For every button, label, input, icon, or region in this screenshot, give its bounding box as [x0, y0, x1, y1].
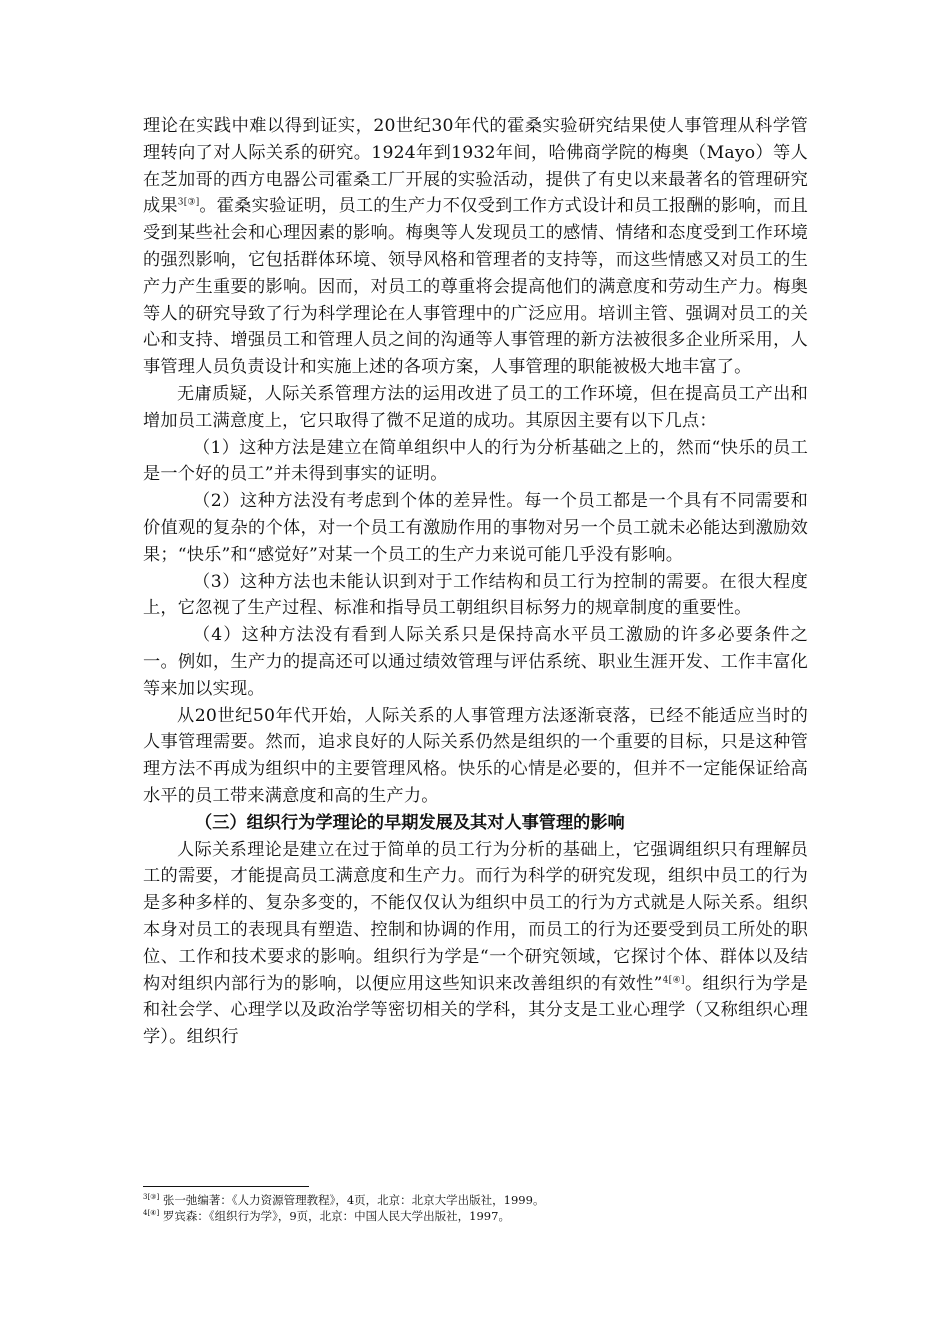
paragraph-hawthorne	[143, 113, 808, 381]
footnotes	[143, 1192, 808, 1224]
body-text	[143, 113, 808, 1051]
footnote-mark: 3[③]	[143, 1193, 160, 1202]
footnote-separator	[143, 1186, 309, 1187]
paragraph-org-behavior	[143, 837, 808, 1051]
list-item-2: （2）这种方法没有考虑到个体的差异性。每一个员工都是一个具有不同需要和价值观的复杂的个体，对一个员工有激励作用的事物对另一个员工就未必能达到激励效果；“快乐”和“感觉好”对某一个员工的生产力来说可能几乎没有影响。	[143, 491, 808, 565]
footnote-mark: 4[④]	[143, 1209, 160, 1218]
list-item-1: （1）这种方法是建立在简单组织中人的行为分析基础之上的，然而“快乐的员工是一个好的员工”并未得到事实的证明。	[143, 437, 808, 485]
footnote-text: 张一弛编著：《人力资源管理教程》，4页，北京：北京大学出版社，1999。	[162, 1193, 545, 1207]
footnote-ref-4[interactable]: 4[④]	[662, 974, 685, 985]
paragraph-limitations-intro: 无庸质疑，人际关系管理方法的运用改进了员工的工作环境，但在提高员工产出和增加员工满意度上，它只取得了微不足道的成功。其原因主要有以下几点：	[143, 383, 808, 431]
footnote-4	[143, 1208, 808, 1224]
footnote-text: 罗宾森：《组织行为学》，9页，北京：中国人民大学出版社，1997。	[162, 1209, 510, 1223]
paragraph-text-tail: 。组织行为学是和社会学、心理学以及政治学等密切相关的学科，其分支是工业心理学（又称组织心理学）。组织行	[143, 973, 808, 1048]
paragraph-text: 人际关系理论是建立在过于简单的员工行为分析的基础上，它强调组织只有理解员工的需要，才能提高员工满意度和生产力。而行为科学的研究发现，组织中员工的行为是多种多样的、复杂多变的，不能仅仅认为组织中员工的行为方式就是人际关系。组织本身对员工的表现具有塑造、控制和协调的作用，而员工的行为还要受到员工所处的职位、工作和技术要求的影响。组织行为学是“一个研究领域，它探讨个体、群体以及结构对组织内部行为的影响，以便应用这些知识来改善组织的有效性”	[143, 839, 808, 994]
list-item-4: （4）这种方法没有看到人际关系只是保持高水平员工激励的许多必要条件之一。例如，生产力的提高还可以通过绩效管理与评估系统、职业生涯开发、工作丰富化等来加以实现。	[143, 625, 808, 699]
list-item-3: （3）这种方法也未能认识到对于工作结构和员工行为控制的需要。在很大程度上，它忽视了生产过程、标准和指导员工朝组织目标努力的规章制度的重要性。	[143, 571, 808, 619]
paragraph-text-tail: 。霍桑实验证明，员工的生产力不仅受到工作方式设计和员工报酬的影响，而且受到某些社会和心理因素的影响。梅奥等人发现员工的感情、情绪和态度受到工作环境的强烈影响，它包括群体环境、领导风格和管理者的支持等，而这些情感又对员工的生产力产生重要的影响。因而，对员工的尊重将会提高他们的满意度和劳动生产力。梅奥等人的研究导致了行为科学理论在人事管理中的广泛应用。培训主管、强调对员工的关心和支持、增强员工和管理人员之间的沟通等人事管理的新方法被很多企业所采用，人事管理人员负责设计和实施上述的各项方案，人事管理的职能被极大地丰富了。	[143, 196, 808, 378]
paragraph-decline: 从20世纪50年代开始，人际关系的人事管理方法逐渐衰落，已经不能适应当时的人事管理需要。然而，追求良好的人际关系仍然是组织的一个重要的目标，只是这种管理方法不再成为组织中的主要管理风格。快乐的心情是必要的，但并不一定能保证给高水平的员工带来满意度和高的生产力。	[143, 705, 808, 806]
footnote-ref-3[interactable]: 3[③]	[177, 197, 200, 208]
section-heading: （三）组织行为学理论的早期发展及其对人事管理的影响	[195, 812, 625, 833]
footnote-3	[143, 1192, 808, 1208]
paragraph-text: 理论在实践中难以得到证实，20世纪30年代的霍桑实验研究结果使人事管理从科学管理转向了对人际关系的研究。1924年到1932年间，哈佛商学院的梅奥（Mayo）等人在芝加哥的西方电器公司霍桑工厂开展的实验活动，提供了有史以来最著名的管理研究成果	[143, 116, 808, 217]
